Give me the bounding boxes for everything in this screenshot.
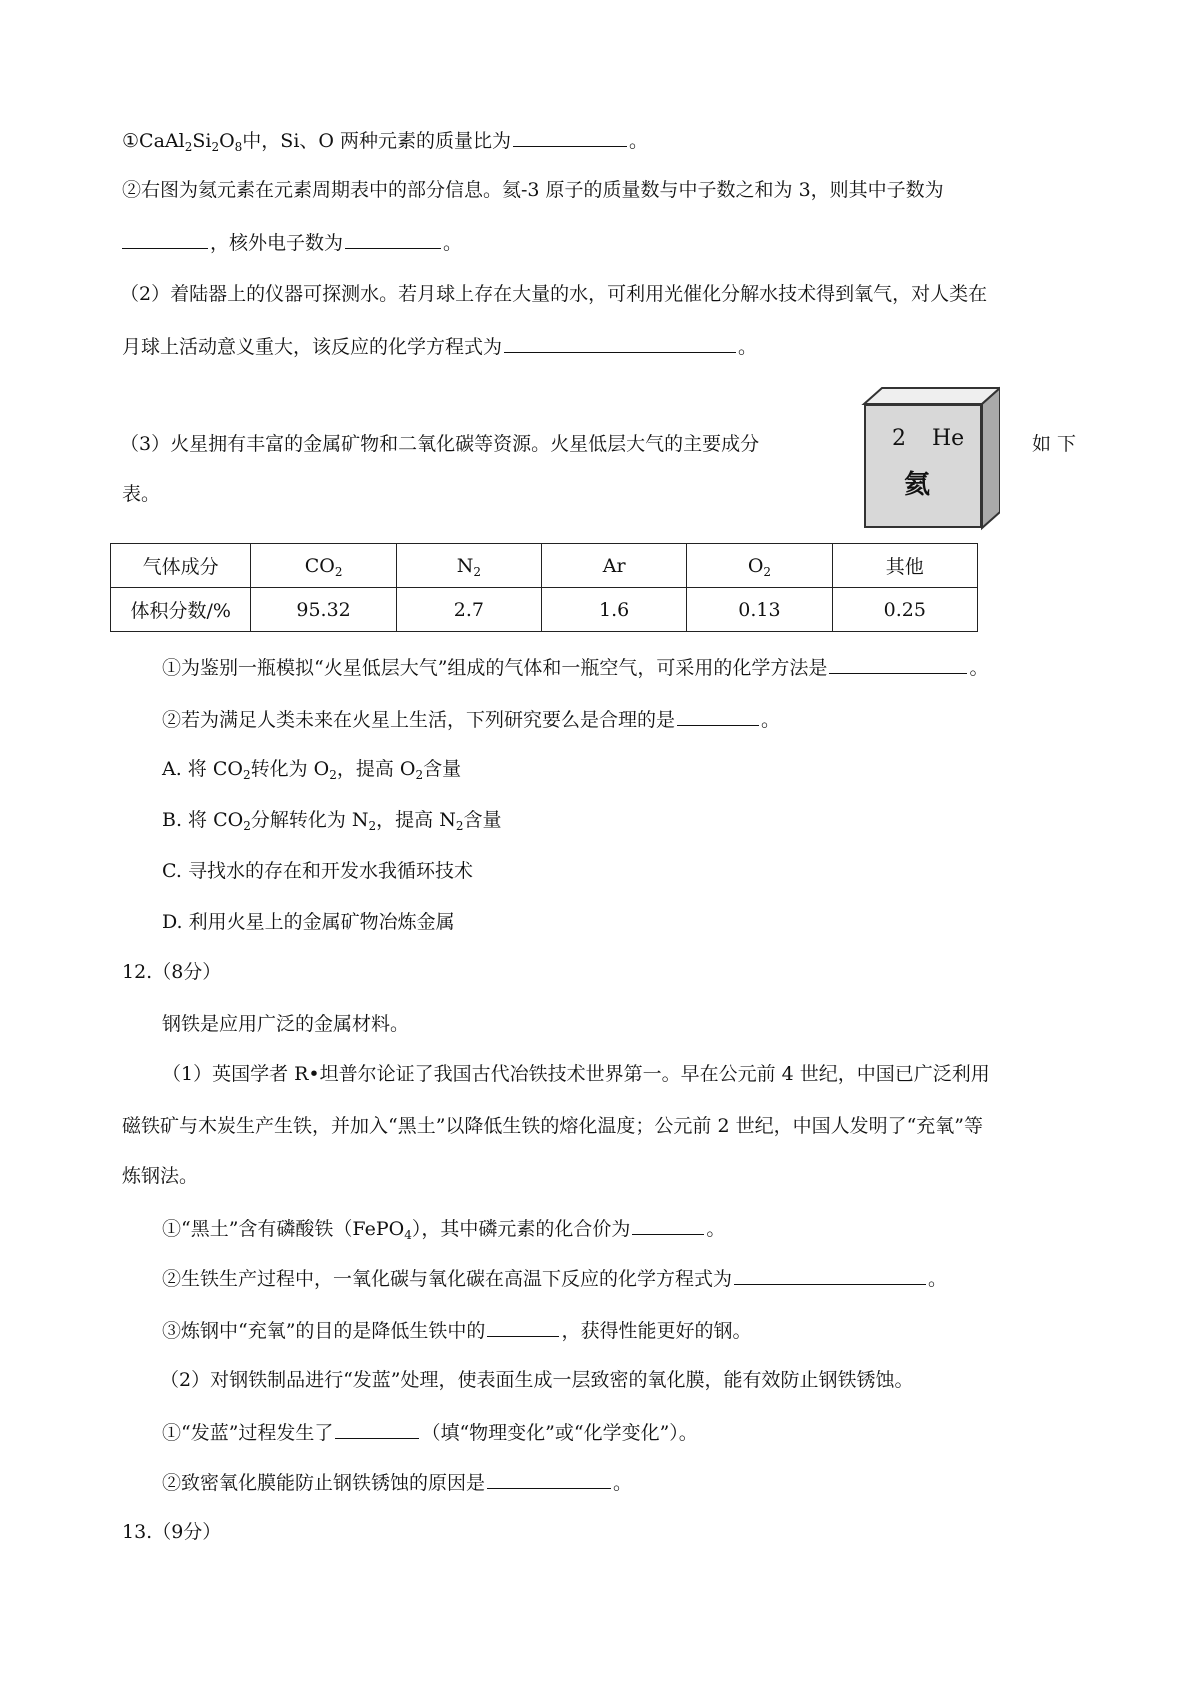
answer-blank-equation[interactable] bbox=[504, 332, 736, 353]
q12-sub-4: ①“发蓝”过程发生了 （填“物理变化”或“化学变化”）。 bbox=[162, 1418, 698, 1447]
q12-sub-5: ②致密氧化膜能防止钢铁锈蚀的原因是 。 bbox=[162, 1468, 632, 1497]
q12-sub-3: ③炼钢中“充氧”的目的是降低生铁中的 ，获得性能更好的钢。 bbox=[162, 1316, 751, 1345]
table-cell: 95.32 bbox=[251, 588, 396, 632]
q12-para-1: （1）英国学者 R•坦普尔论证了我国古代冶铁技术世界第一。早在公元前 4 世纪，中国已广泛利用 bbox=[162, 1063, 990, 1085]
answer-blank[interactable] bbox=[487, 1316, 559, 1337]
q13-heading: 13.（9分） bbox=[122, 1521, 222, 1543]
answer-blank[interactable] bbox=[335, 1418, 419, 1439]
table-header-cell: $O_2$ bbox=[687, 544, 832, 588]
q11-line-5: 月球上活动意义重大，该反应的化学方程式为 。 bbox=[122, 332, 757, 361]
table-header-cell: 气体成分 bbox=[111, 544, 251, 588]
q11-line-3: ，核外电子数为 。 bbox=[122, 228, 462, 257]
answer-blank[interactable] bbox=[487, 1468, 611, 1489]
element-name: 氦 bbox=[904, 470, 931, 500]
answer-blank-neutrons[interactable] bbox=[122, 228, 208, 249]
atomic-number: 2 bbox=[892, 426, 906, 451]
card-front bbox=[864, 404, 982, 528]
answer-blank[interactable] bbox=[829, 653, 967, 674]
table-cell: 0.13 bbox=[687, 588, 832, 632]
mars-atmosphere-table bbox=[110, 543, 978, 632]
q11-line-1: $①CaAl_2Si_2O_8$中，Si、O 两种元素的质量比为 。 bbox=[122, 126, 648, 155]
option-d[interactable]: D. 利用火星上的金属矿物冶炼金属 bbox=[162, 911, 455, 933]
q11-line-6: （3）火星拥有丰富的金属矿物和二氧化碳等资源。火星低层大气的主要成分 bbox=[120, 433, 760, 455]
answer-blank[interactable] bbox=[734, 1264, 926, 1285]
table-header-cell: 其他 bbox=[832, 544, 977, 588]
q12-para-2: 磁铁矿与木炭生产生铁，并加入“黑土”以降低生铁的熔化温度；公元前 2 世纪，中国人发明了“充氧”等 bbox=[122, 1115, 984, 1137]
element-symbol: He bbox=[932, 426, 965, 451]
q12-sub-1: ①“黑土”含有磷酸铁（FePO$_4$），其中磷元素的化合价为 。 bbox=[162, 1214, 725, 1243]
answer-blank[interactable] bbox=[677, 705, 759, 726]
q11-sub-1: ①为鉴别一瓶模拟“火星低层大气”组成的气体和一瓶空气，可采用的化学方法是 。 bbox=[162, 653, 988, 682]
table-row bbox=[111, 588, 978, 632]
table-cell: 体积分数/% bbox=[111, 588, 251, 632]
q12-sub-2: ②生铁生产过程中，一氧化碳与氧化碳在高温下反应的化学方程式为 。 bbox=[162, 1264, 947, 1293]
q11-line-6-tail: 如 下 bbox=[1032, 433, 1077, 455]
table-header-cell: Ar bbox=[542, 544, 687, 588]
option-c[interactable]: C. 寻找水的存在和开发水我循环技术 bbox=[162, 860, 473, 882]
option-a[interactable]: A. 将 $CO_2$转化为 $O_2$，提高 $O_2$含量 bbox=[162, 758, 462, 782]
table-cell: 0.25 bbox=[832, 588, 977, 632]
option-b[interactable]: B. 将 $CO_2$分解转化为 $N_2$，提高 $N_2$含量 bbox=[162, 809, 502, 833]
table-cell: 1.6 bbox=[542, 588, 687, 632]
q11-line-4: （2）着陆器上的仪器可探测水。若月球上存在大量的水，可利用光催化分解水技术得到氧气，对人类在 bbox=[120, 283, 988, 305]
table-header-cell: $CO_2$ bbox=[251, 544, 396, 588]
q11-sub-2: ②若为满足人类未来在火星上生活，下列研究要么是合理的是 。 bbox=[162, 705, 780, 734]
answer-blank[interactable] bbox=[632, 1214, 704, 1235]
table-header-cell: $N_2$ bbox=[396, 544, 541, 588]
q12-heading: 12.（8分） bbox=[122, 961, 222, 983]
table-row bbox=[111, 544, 978, 588]
q11-line-2: ②右图为氦元素在元素周期表中的部分信息。氦-3 原子的质量数与中子数之和为 3，则其中子数为 bbox=[122, 179, 944, 201]
answer-blank[interactable] bbox=[513, 126, 627, 147]
q11-line-7: 表。 bbox=[122, 483, 161, 505]
helium-periodic-card bbox=[862, 388, 974, 532]
q12-para-3: 炼钢法。 bbox=[122, 1165, 199, 1187]
q12-intro: 钢铁是应用广泛的金属材料。 bbox=[162, 1013, 410, 1035]
q12-para-4: （2）对钢铁制品进行“发蓝”处理，使表面生成一层致密的氧化膜，能有效防止钢铁锈蚀。 bbox=[160, 1369, 914, 1391]
answer-blank-electrons[interactable] bbox=[345, 228, 441, 249]
table-cell: 2.7 bbox=[396, 588, 541, 632]
